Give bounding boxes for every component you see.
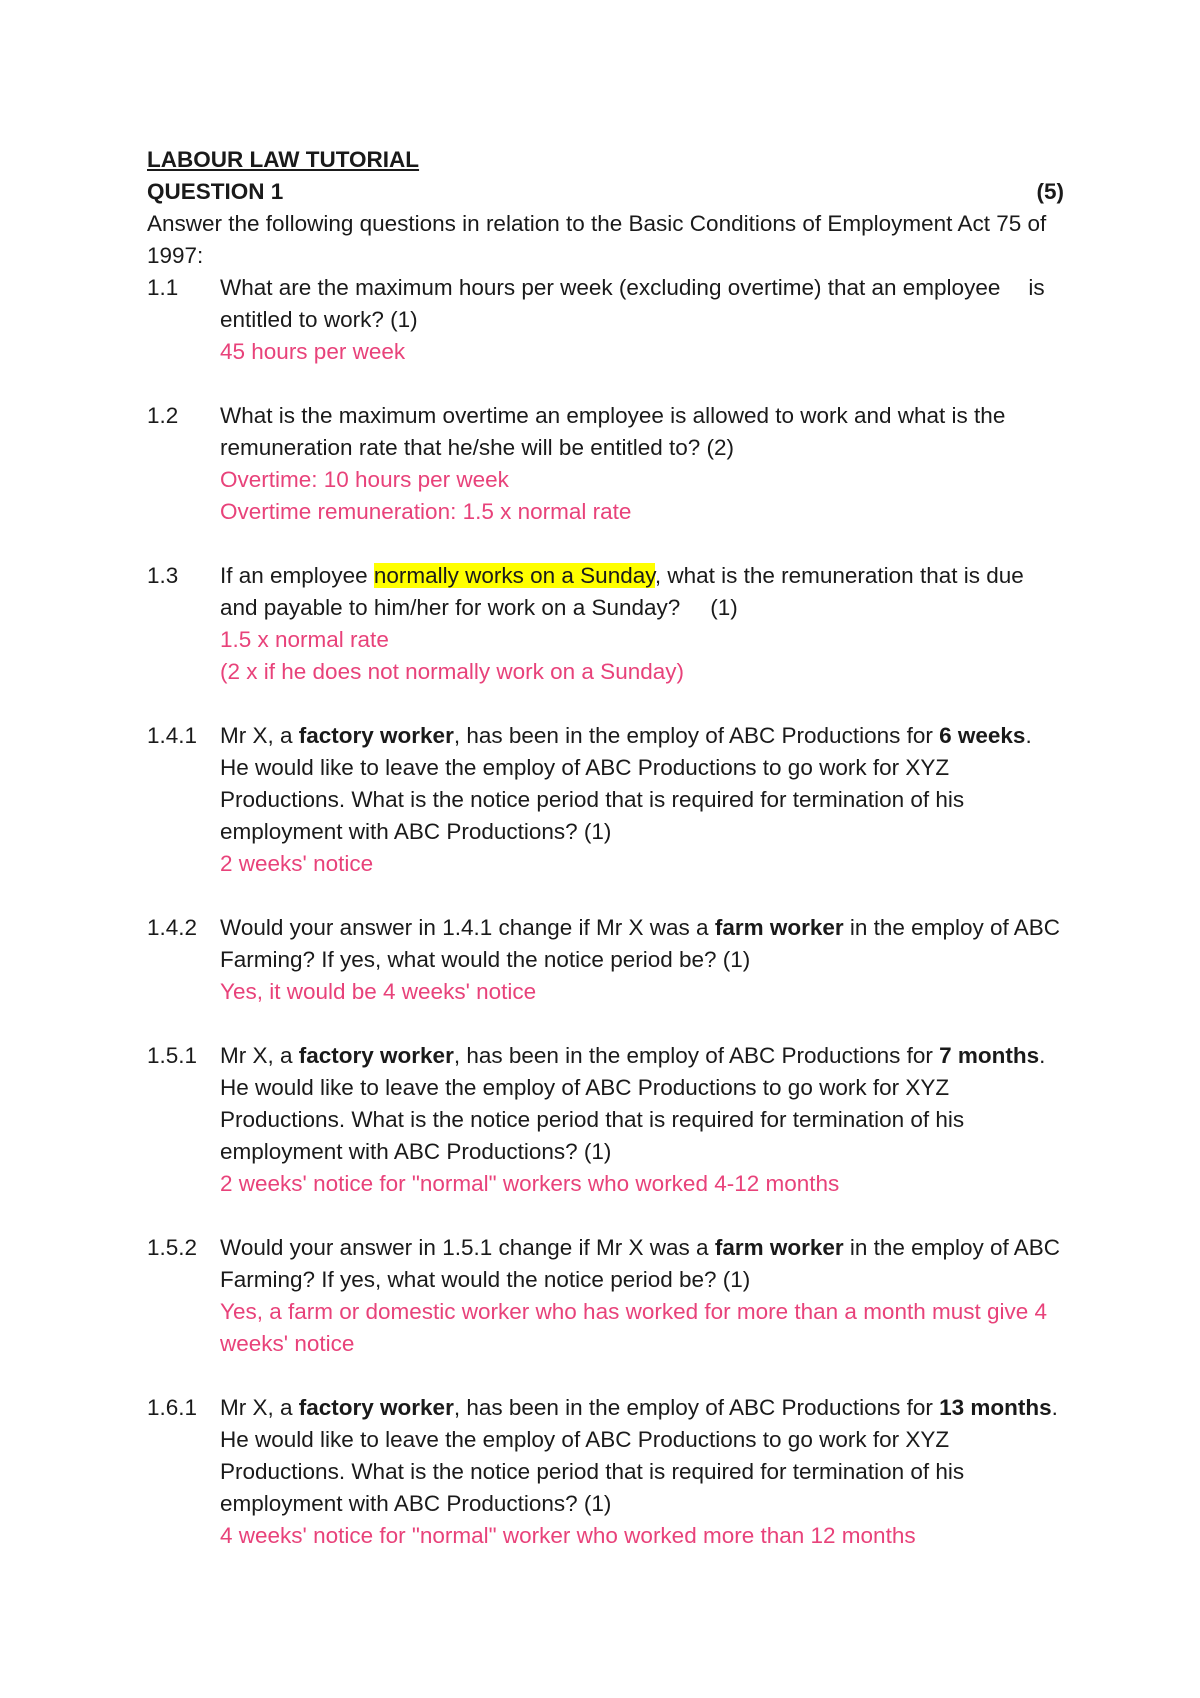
question-label: QUESTION 1 [147,179,284,204]
item-question [220,912,1064,976]
item-number: 1.4.1 [147,723,198,748]
question-heading [147,176,1064,208]
question-item-1-4-2 [147,912,1064,1008]
item-number: 1.6.1 [147,1395,198,1420]
question-item-1-1 [147,272,1064,368]
highlighted-text: normally works on a Sunday [373,563,655,588]
item-question [220,1232,1064,1296]
question-text-pre: Would your answer in 1.4.1 change if Mr X was a [220,915,715,940]
bold-term: factory worker [298,723,454,748]
question-text-post: . He would like to leave the employ of ABC Productions to go work for XYZ Productions. What is the notice period that is required for termination of his employment with ABC Productions? (1) [220,723,1032,844]
item-number: 1.5.1 [147,1043,198,1068]
bold-term: farm worker [714,1235,844,1260]
item-answer: 1.5 x normal rate [220,627,389,652]
item-answer: Yes, it would be 4 weeks' notice [220,979,537,1004]
item-question [220,1392,1064,1520]
bold-term: 7 months [939,1043,1040,1068]
item-answer: 45 hours per week [220,339,406,364]
question-item-1-2 [147,400,1064,528]
item-body [220,1040,1064,1200]
question-item-1-5-2 [147,1232,1064,1360]
item-answer: 4 weeks' notice for "normal" worker who worked more than 12 months [220,1523,916,1548]
question-marks: (5) [1036,179,1064,204]
item-body [220,272,1064,368]
question-text-post: . He would like to leave the employ of ABC Productions to go work for XYZ Productions. What is the notice period that is required for termination of his employment with ABC Productions? (1) [220,1395,1058,1516]
question-item-1-3 [147,560,1064,688]
question-text-post: in the employ of ABC Farming? If yes, what would the notice period be? (1) [220,915,1061,972]
item-body [220,560,1064,688]
question-text-part-b: is entitled to work? (1) [220,275,1045,332]
item-answer: Yes, a farm or domestic worker who has worked for more than a month must give 4 weeks' notice [220,1299,1048,1356]
question-text-pre: Mr X, a [220,1395,299,1420]
item-question [220,400,1064,464]
question-text-mid: , has been in the employ of ABC Productions for [453,1043,940,1068]
item-answer: (2 x if he does not normally work on a Sunday) [220,659,684,684]
item-question [220,1040,1064,1168]
item-number: 1.4.2 [147,915,198,940]
item-answer: 2 weeks' notice for "normal" workers who worked 4-12 months [220,1171,840,1196]
item-question [220,272,1064,336]
item-answer: Overtime remuneration: 1.5 x normal rate [220,499,632,524]
question-item-1-4-1 [147,720,1064,880]
item-number: 1.3 [147,563,179,588]
item-question [220,560,1064,624]
item-question [220,720,1064,848]
item-body [220,1392,1064,1552]
question-text-mid: , has been in the employ of ABC Productions for [453,723,940,748]
bold-term: 13 months [939,1395,1052,1420]
item-number: 1.1 [147,275,179,300]
bold-term: farm worker [714,915,844,940]
document-page [147,144,1064,1552]
question-text-part-a: What are the maximum hours per week (excluding overtime) that an employee [220,275,1001,300]
question-intro: Answer the following questions in relation to the Basic Conditions of Employment Act 75 of 1997: [147,211,1047,268]
item-body [220,400,1064,528]
bold-term: factory worker [298,1043,454,1068]
question-text-post: , what is the remuneration that is due and payable to him/her for work on a Sunday? [220,563,1024,620]
item-body [220,1232,1064,1360]
bold-term: factory worker [298,1395,454,1420]
question-text-pre: If an employee [220,563,374,588]
bold-term: 6 weeks [939,723,1026,748]
item-body [220,912,1064,1008]
question-text-mid: , has been in the employ of ABC Productions for [453,1395,940,1420]
question-mark: (1) [710,595,738,620]
question-item-1-6-1 [147,1392,1064,1552]
question-text-part-a: What is the maximum overtime an employee is allowed to work and what is the [220,403,1006,428]
question-text-pre: Mr X, a [220,723,299,748]
item-number: 1.2 [147,403,179,428]
question-text-post: . He would like to leave the employ of ABC Productions to go work for XYZ Productions. What is the notice period that is required for termination of his employment with ABC Productions? (1) [220,1043,1046,1164]
document-title: LABOUR LAW TUTORIAL [147,147,420,172]
item-number: 1.5.2 [147,1235,198,1260]
question-text-part-b: remuneration rate that he/she will be entitled to? (2) [220,435,735,460]
question-text-pre: Mr X, a [220,1043,299,1068]
item-answer: Overtime: 10 hours per week [220,467,509,492]
item-answer: 2 weeks' notice [220,851,374,876]
question-item-1-5-1 [147,1040,1064,1200]
question-text-pre: Would your answer in 1.5.1 change if Mr X was a [220,1235,715,1260]
item-body [220,720,1064,880]
question-text-post: in the employ of ABC Farming? If yes, what would the notice period be? (1) [220,1235,1061,1292]
